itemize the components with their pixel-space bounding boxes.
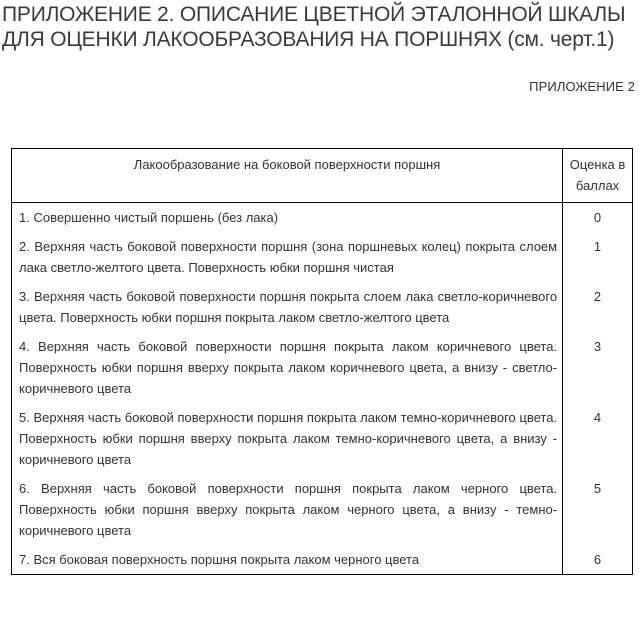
table-row <box>12 232 633 282</box>
table-row <box>12 282 633 332</box>
row-description: 4. Верхняя часть боковой поверхности поршня покрыта лаком коричневого цвета. Поверхность юбки поршня вверху покрыта лаком коричневого цвета, а внизу - светло-коричневого цвета <box>12 332 563 403</box>
table-header-row <box>12 149 633 203</box>
table-row <box>12 474 633 545</box>
table-body <box>12 203 633 575</box>
column-header-description: Лакообразование на боковой поверхности поршня <box>12 149 563 203</box>
table-row <box>12 203 633 233</box>
row-score: 2 <box>563 282 633 332</box>
row-score: 6 <box>563 545 633 575</box>
row-score: 4 <box>563 403 633 474</box>
table-row <box>12 332 633 403</box>
page-title: ПРИЛОЖЕНИЕ 2. ОПИСАНИЕ ЦВЕТНОЙ ЭТАЛОННОЙ ШКАЛЫ ДЛЯ ОЦЕНКИ ЛАКООБРАЗОВАНИЯ НА ПОРШНЯХ (см. черт.1) <box>2 3 626 51</box>
row-description: 5. Верхняя часть боковой поверхности поршня покрыта лаком темно-коричневого цвета. Поверхность юбки поршня вверху покрыта лаком темно-коричневого цвета, а внизу - коричневого цвета <box>12 403 563 474</box>
table-row <box>12 545 633 575</box>
row-score: 0 <box>563 203 633 233</box>
row-description: 6. Верхняя часть боковой поверхности поршня покрыта лаком черного цвета. Поверхность юбки поршня вверху покрыта лаком черного цвета, а внизу - темно-коричневого цвета <box>12 474 563 545</box>
table-header <box>12 149 633 203</box>
row-score: 1 <box>563 232 633 282</box>
table-row <box>12 403 633 474</box>
appendix-label: ПРИЛОЖЕНИЕ 2 <box>529 79 635 94</box>
row-description: 1. Совершенно чистый поршень (без лака) <box>12 203 563 233</box>
row-score: 5 <box>563 474 633 545</box>
row-description: 7. Вся боковая поверхность поршня покрыта лаком черного цвета <box>12 545 563 575</box>
row-description: 3. Верхняя часть боковой поверхности поршня покрыта слоем лака светло-коричневого цвета. Поверхность юбки поршня покрыта лаком светло-желтого цвета <box>12 282 563 332</box>
column-header-score: Оценка в баллах <box>563 149 633 203</box>
row-score: 3 <box>563 332 633 403</box>
row-description: 2. Верхняя часть боковой поверхности поршня (зона поршневых колец) покрыта слоем лака светло-желтого цвета. Поверхность юбки поршня чистая <box>12 232 563 282</box>
varnish-scale-table <box>11 148 633 575</box>
